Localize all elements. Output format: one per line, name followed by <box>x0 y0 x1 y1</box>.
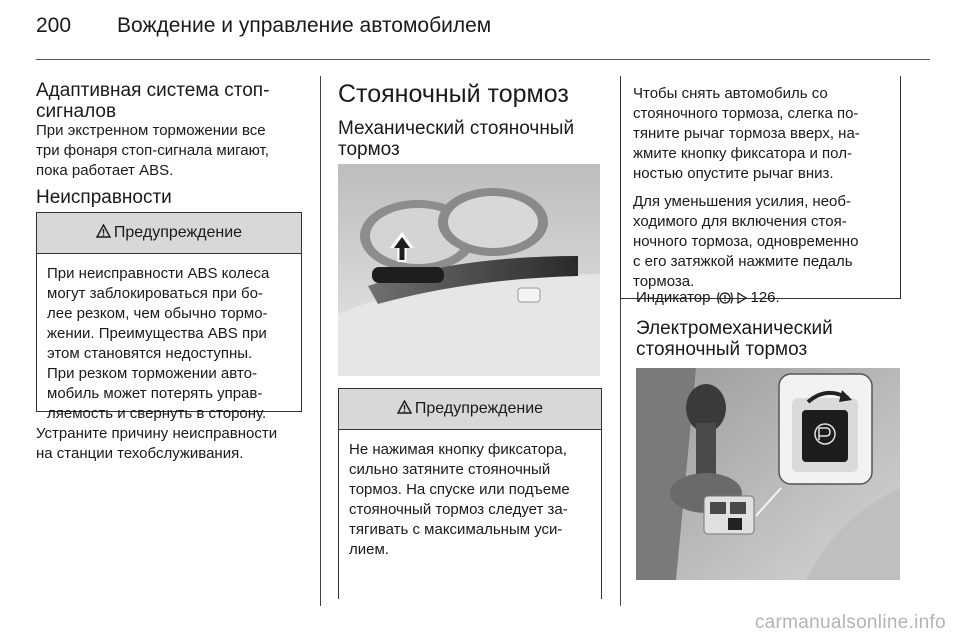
indicator-page-ref: 126. <box>750 289 780 306</box>
electromechanical-parking-brake-photo <box>636 368 900 580</box>
text-line: тормоз. На спуске или подъеме <box>349 481 570 498</box>
text-line: мобиль может потерять управ- <box>47 385 263 402</box>
warning-header <box>339 389 601 430</box>
text-line: ходимого для включения стоя- <box>633 213 847 230</box>
text-line: Устраните причину неисправности <box>36 425 278 442</box>
heading-line: сигналов <box>36 101 117 122</box>
section-heading-parking-brake: Стояночный тормоз <box>338 80 569 108</box>
text-line: на станции техобслуживания. <box>36 445 244 462</box>
text-line: При неисправности ABS колеса <box>47 265 270 282</box>
warning-title: Предупреждение <box>414 400 544 417</box>
release-instructions-box <box>620 76 901 299</box>
text-line: жении. Преимущества ABS при <box>47 325 267 342</box>
watermark: carmanualsonline.info <box>754 612 946 633</box>
text-line: этом становятся недоступны. <box>47 345 253 362</box>
indicator-reference <box>636 288 780 308</box>
warning-triangle-icon <box>96 224 111 242</box>
heading-line: тормоз <box>338 139 400 160</box>
text-line: тяните рычаг тормоза вверх, на- <box>633 125 860 142</box>
page-number: 200 <box>36 14 72 37</box>
header-rule <box>36 59 930 60</box>
paragraph-reduce-effort <box>633 192 892 292</box>
warning-header <box>37 213 301 254</box>
warning-text <box>339 430 601 560</box>
section-heading-malfunctions: Неисправности <box>36 187 172 208</box>
heading-line: стояночный тормоз <box>636 339 808 360</box>
text-line: Не нажимая кнопку фиксатора, <box>349 441 567 458</box>
mechanical-parking-brake-photo <box>338 164 600 376</box>
text-line: жмите кнопку фиксатора и пол- <box>633 145 852 162</box>
text-line: пока работает ABS. <box>36 162 174 179</box>
text-line: стояночный тормоз следует за- <box>349 501 568 518</box>
section-heading-adaptive-brake-lights <box>36 80 316 122</box>
text-line: ностью опустите рычаг вниз. <box>633 165 834 182</box>
paragraph-release-brake <box>633 84 892 184</box>
heading-line: Адаптивная система стоп- <box>36 80 270 101</box>
heading-line: Механический стояночный <box>338 118 575 139</box>
text-line: Для уменьшения усилия, необ- <box>633 193 851 210</box>
parking-brake-indicator-icon <box>716 290 734 306</box>
text-line: стояночного тормоза, слегка по- <box>633 105 859 122</box>
indicator-label: Индикатор <box>636 289 711 306</box>
column-divider-left <box>320 76 321 606</box>
page-header-title: Вождение и управление автомобилем <box>117 14 492 37</box>
text-line: Чтобы снять автомобиль со <box>633 85 828 102</box>
text-line: сильно затяните стояночный <box>349 461 551 478</box>
page-reference-arrow-icon <box>737 292 747 304</box>
warning-box-parking-brake <box>338 388 602 599</box>
text-line: При экстренном торможении все <box>36 122 266 139</box>
paragraph-service-station <box>36 424 316 464</box>
warning-box-abs <box>36 212 302 422</box>
warning-triangle-icon <box>397 400 412 418</box>
text-line: три фонаря стоп-сигнала мигают, <box>36 142 269 159</box>
paragraph-emergency-braking <box>36 121 316 181</box>
text-line: тормоза. <box>633 273 695 290</box>
text-line: ночного тормоза, одновременно <box>633 233 859 250</box>
text-line: могут заблокироваться при бо- <box>47 285 263 302</box>
text-line: лее резком, чем обычно тормо- <box>47 305 268 322</box>
text-line: При резком торможении авто- <box>47 365 257 382</box>
text-line: тягивать с максимальным уси- <box>349 521 563 538</box>
warning-text <box>37 254 301 424</box>
heading-line: Электромеханический <box>636 318 833 339</box>
subheading-electromechanical-parking-brake <box>636 318 926 360</box>
warning-title: Предупреждение <box>113 224 243 241</box>
text-line: ляемость и свернуть в сторону. <box>47 405 267 422</box>
text-line: лием. <box>349 541 389 558</box>
text-line: с его затяжкой нажмите педаль <box>633 253 853 270</box>
subheading-mechanical-parking-brake <box>338 118 608 160</box>
